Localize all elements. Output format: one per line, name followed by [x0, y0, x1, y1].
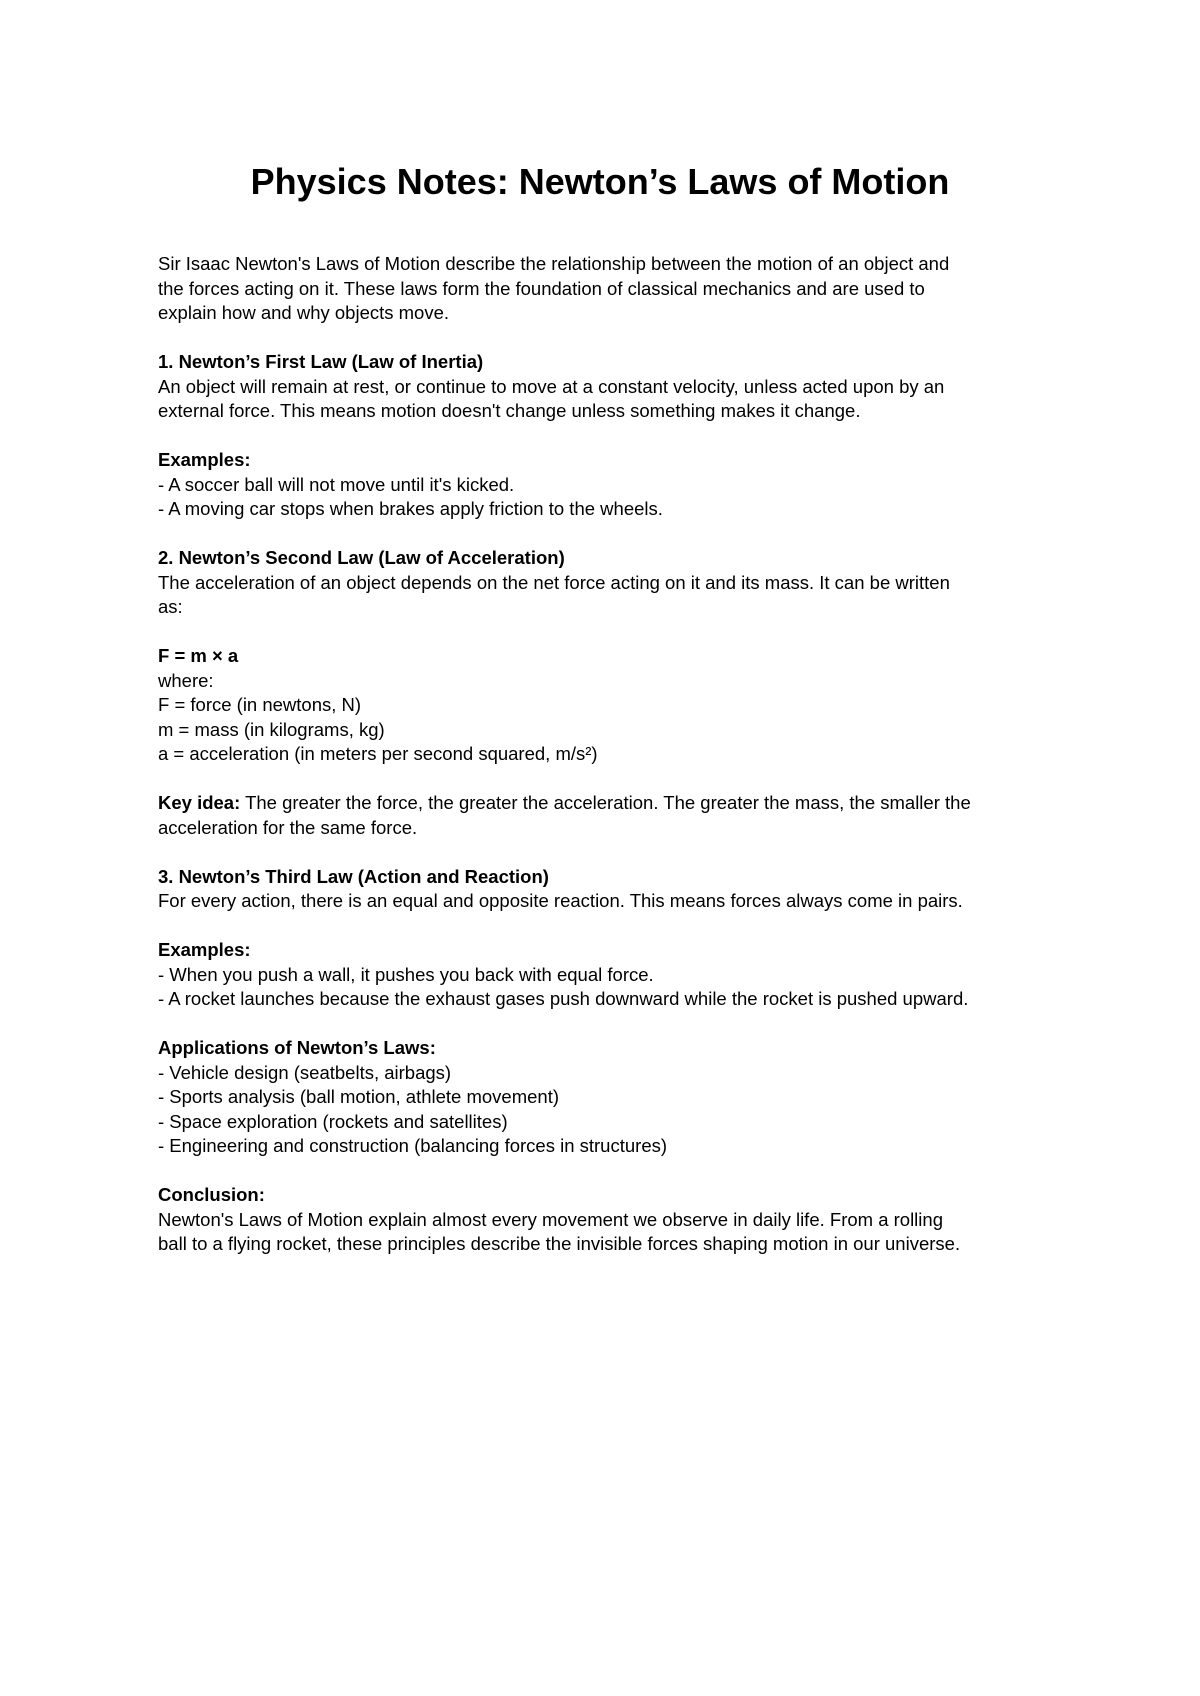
- first-law-text-line: external force. This means motion doesn't change unless something makes it change.: [158, 400, 861, 421]
- conclusion-section: [158, 1183, 1058, 1257]
- spacer: [158, 767, 1058, 792]
- third-law-examples-heading: Examples:: [158, 939, 251, 960]
- key-idea-line: [158, 791, 1058, 816]
- first-law-examples-heading: Examples:: [158, 449, 251, 470]
- document-title: Physics Notes: Newton’s Laws of Motion: [250, 161, 950, 202]
- key-idea-label: Key idea:: [158, 792, 241, 813]
- spacer: [158, 1159, 1058, 1184]
- conclusion-text-line: ball to a flying rocket, these principles describe the invisible forces shaping motion in our universe.: [158, 1233, 961, 1254]
- list-item: - Space exploration (rockets and satellites): [158, 1110, 508, 1132]
- intro-line: Sir Isaac Newton's Laws of Motion describe the relationship between the motion of an object and: [158, 253, 950, 274]
- first-law-heading: 1. Newton’s First Law (Law of Inertia): [158, 351, 484, 372]
- document-body: [158, 252, 1058, 1257]
- spacer: [158, 522, 1058, 547]
- spacer: [158, 326, 1058, 351]
- second-law-text-line: as:: [158, 596, 183, 617]
- spacer: [158, 620, 1058, 645]
- list-item: - When you push a wall, it pushes you back with equal force.: [158, 963, 654, 985]
- spacer: [158, 1012, 1058, 1037]
- where-label: where:: [158, 669, 214, 691]
- list-item: - Sports analysis (ball motion, athlete movement): [158, 1086, 560, 1107]
- first-law-text-line: An object will remain at rest, or continue to move at a constant velocity, unless acted upon by an: [158, 375, 945, 397]
- spacer: [158, 424, 1058, 449]
- intro-paragraph: [158, 252, 1058, 326]
- intro-line: explain how and why objects move.: [158, 302, 450, 323]
- first-law-section: [158, 350, 1058, 522]
- definition-line: m = mass (in kilograms, kg): [158, 718, 385, 740]
- list-item: - A rocket launches because the exhaust gases push downward while the rocket is pushed upward.: [158, 988, 969, 1009]
- spacer: [158, 840, 1058, 865]
- list-item: - A moving car stops when brakes apply friction to the wheels.: [158, 498, 663, 519]
- conclusion-text-line: Newton's Laws of Motion explain almost every movement we observe in daily life. From a rolling: [158, 1208, 943, 1230]
- third-law-section: [158, 865, 1058, 1012]
- third-law-heading: 3. Newton’s Third Law (Action and Reaction): [158, 865, 549, 887]
- key-idea-line: acceleration for the same force.: [158, 816, 418, 838]
- key-idea-text: The greater the force, the greater the acceleration. The greater the mass, the smaller the: [240, 792, 971, 813]
- spacer: [158, 914, 1058, 939]
- definition-line: F = force (in newtons, N): [158, 694, 362, 715]
- formula: F = m × a: [158, 645, 239, 666]
- intro-line: the forces acting on it. These laws form the foundation of classical mechanics and are used to: [158, 277, 925, 299]
- conclusion-heading: Conclusion:: [158, 1184, 265, 1205]
- third-law-text-line: For every action, there is an equal and opposite reaction. This means forces always come in pairs.: [158, 890, 963, 911]
- list-item: - A soccer ball will not move until it's kicked.: [158, 473, 515, 495]
- definition-line: a = acceleration (in meters per second squared, m/s²): [158, 743, 598, 764]
- second-law-heading: 2. Newton’s Second Law (Law of Acceleration): [158, 547, 565, 568]
- second-law-text-line: The acceleration of an object depends on the net force acting on it and its mass. It can be written: [158, 571, 950, 593]
- applications-heading: Applications of Newton’s Laws:: [158, 1037, 436, 1058]
- list-item: - Vehicle design (seatbelts, airbags): [158, 1061, 452, 1083]
- second-law-section: [158, 546, 1058, 840]
- applications-section: [158, 1036, 1058, 1159]
- list-item: - Engineering and construction (balancing forces in structures): [158, 1135, 668, 1156]
